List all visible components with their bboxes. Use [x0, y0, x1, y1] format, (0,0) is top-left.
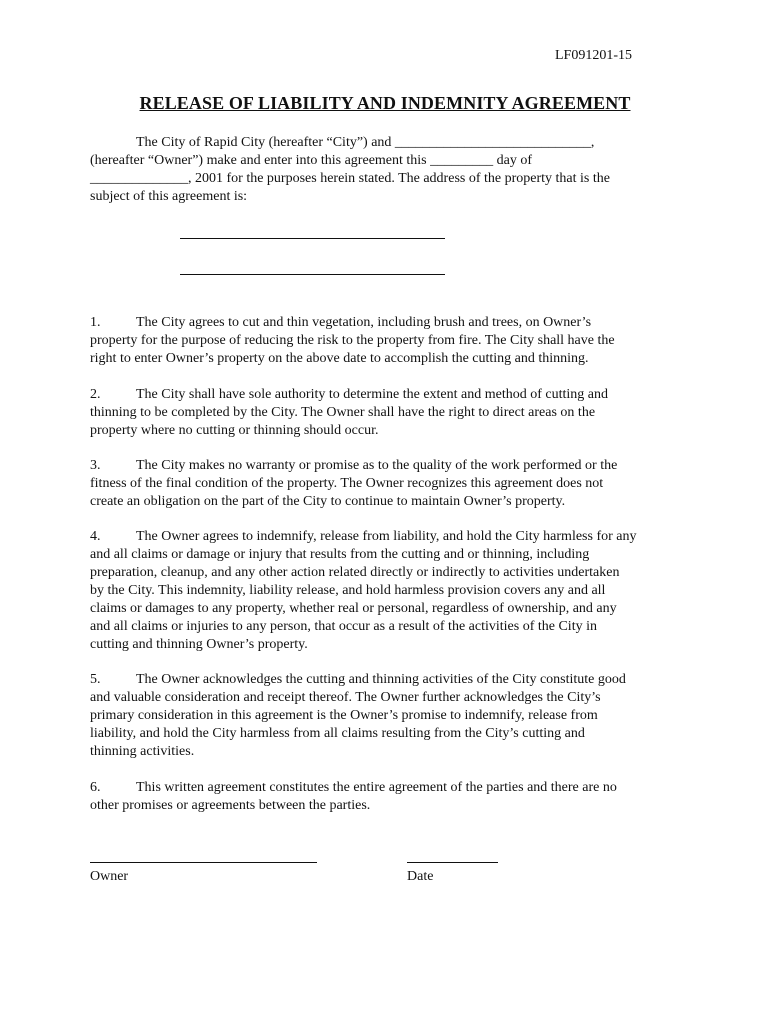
- clause-line: 6. This written agreement constitutes the entire agreement of the parties and there are no: [90, 780, 617, 795]
- page-title: RELEASE OF LIABILITY AND INDEMNITY AGREEMENT: [139, 93, 631, 113]
- date-label: Date: [407, 869, 434, 884]
- owner-signature-line[interactable]: [90, 862, 317, 863]
- clause-3: [90, 457, 690, 511]
- clause-6: [90, 779, 690, 815]
- clause-line: and valuable consideration and receipt thereof. The Owner further acknowledges the City’s: [90, 690, 601, 705]
- clause-line: by the City. This indemnity, liability release, and hold harmless provision covers any and all: [90, 583, 606, 598]
- intro-line: ______________, 2001 for the purposes herein stated. The address of the property that is the: [90, 171, 610, 186]
- intro-paragraph: [90, 134, 690, 206]
- clause-line: 3. The City makes no warranty or promise as to the quality of the work performed or the: [90, 458, 618, 473]
- clause-5: [90, 671, 690, 761]
- address-line-1[interactable]: [180, 238, 445, 239]
- clause-line: other promises or agreements between the parties.: [90, 798, 371, 813]
- clause-1: [90, 314, 690, 368]
- owner-label: Owner: [90, 869, 129, 884]
- clause-line: and all claims or injuries to any person, that occur as a result of the activities of the City in: [90, 619, 597, 634]
- clause-line: right to enter Owner’s property on the above date to accomplish the cutting and thinning.: [90, 351, 589, 366]
- clause-line: preparation, cleanup, and any other action related directly or indirectly to activities undertaken: [90, 565, 620, 580]
- clause-line: fitness of the final condition of the property. The Owner recognizes this agreement does not: [90, 476, 604, 491]
- clause-number: 2.: [90, 387, 101, 402]
- clause-number: 6.: [90, 780, 101, 795]
- intro-line: subject of this agreement is:: [90, 189, 248, 204]
- clause-line: thinning activities.: [90, 744, 195, 759]
- clause-line: cutting and thinning Owner’s property.: [90, 637, 308, 652]
- clause-line: thinning to be completed by the City. The Owner shall have the right to direct areas on the: [90, 405, 596, 420]
- clause-line: property for the purpose of reducing the risk to the property from fire. The City shall have the: [90, 333, 615, 348]
- clause-line: and all claims or damage or injury that results from the cutting and or thinning, including: [90, 547, 590, 562]
- clause-line: create an obligation on the part of the City to continue to maintain Owner’s property.: [90, 494, 566, 509]
- clause-line: 4. The Owner agrees to indemnify, release from liability, and hold the City harmless for any: [90, 529, 637, 544]
- clause-line: claims or damages to any property, whether real or personal, regardless of ownership, and any: [90, 601, 617, 616]
- date-signature-line[interactable]: [407, 862, 498, 863]
- intro-line: (hereafter “Owner”) make and enter into this agreement this _________ day of: [90, 153, 532, 168]
- clause-line: primary consideration in this agreement is the Owner’s promise to indemnify, release from: [90, 708, 598, 723]
- address-line-2[interactable]: [180, 274, 445, 275]
- clause-line: 1. The City agrees to cut and thin vegetation, including brush and trees, on Owner’s: [90, 315, 592, 330]
- clause-line: 2. The City shall have sole authority to determine the extent and method of cutting and: [90, 387, 608, 402]
- clause-number: 1.: [90, 315, 101, 330]
- document-id: LF091201-15: [555, 48, 632, 63]
- clause-2: [90, 386, 690, 440]
- clause-line: 5. The Owner acknowledges the cutting and thinning activities of the City constitute good: [90, 672, 626, 687]
- clause-number: 3.: [90, 458, 101, 473]
- clause-4: [90, 528, 690, 654]
- intro-line: The City of Rapid City (hereafter “City”) and ____________________________,: [136, 135, 595, 150]
- clause-line: liability, and hold the City harmless from all claims resulting from the City’s cutting and: [90, 726, 585, 741]
- clause-number: 4.: [90, 529, 101, 544]
- clause-line: property where no cutting or thinning should occur.: [90, 423, 379, 438]
- clause-number: 5.: [90, 672, 101, 687]
